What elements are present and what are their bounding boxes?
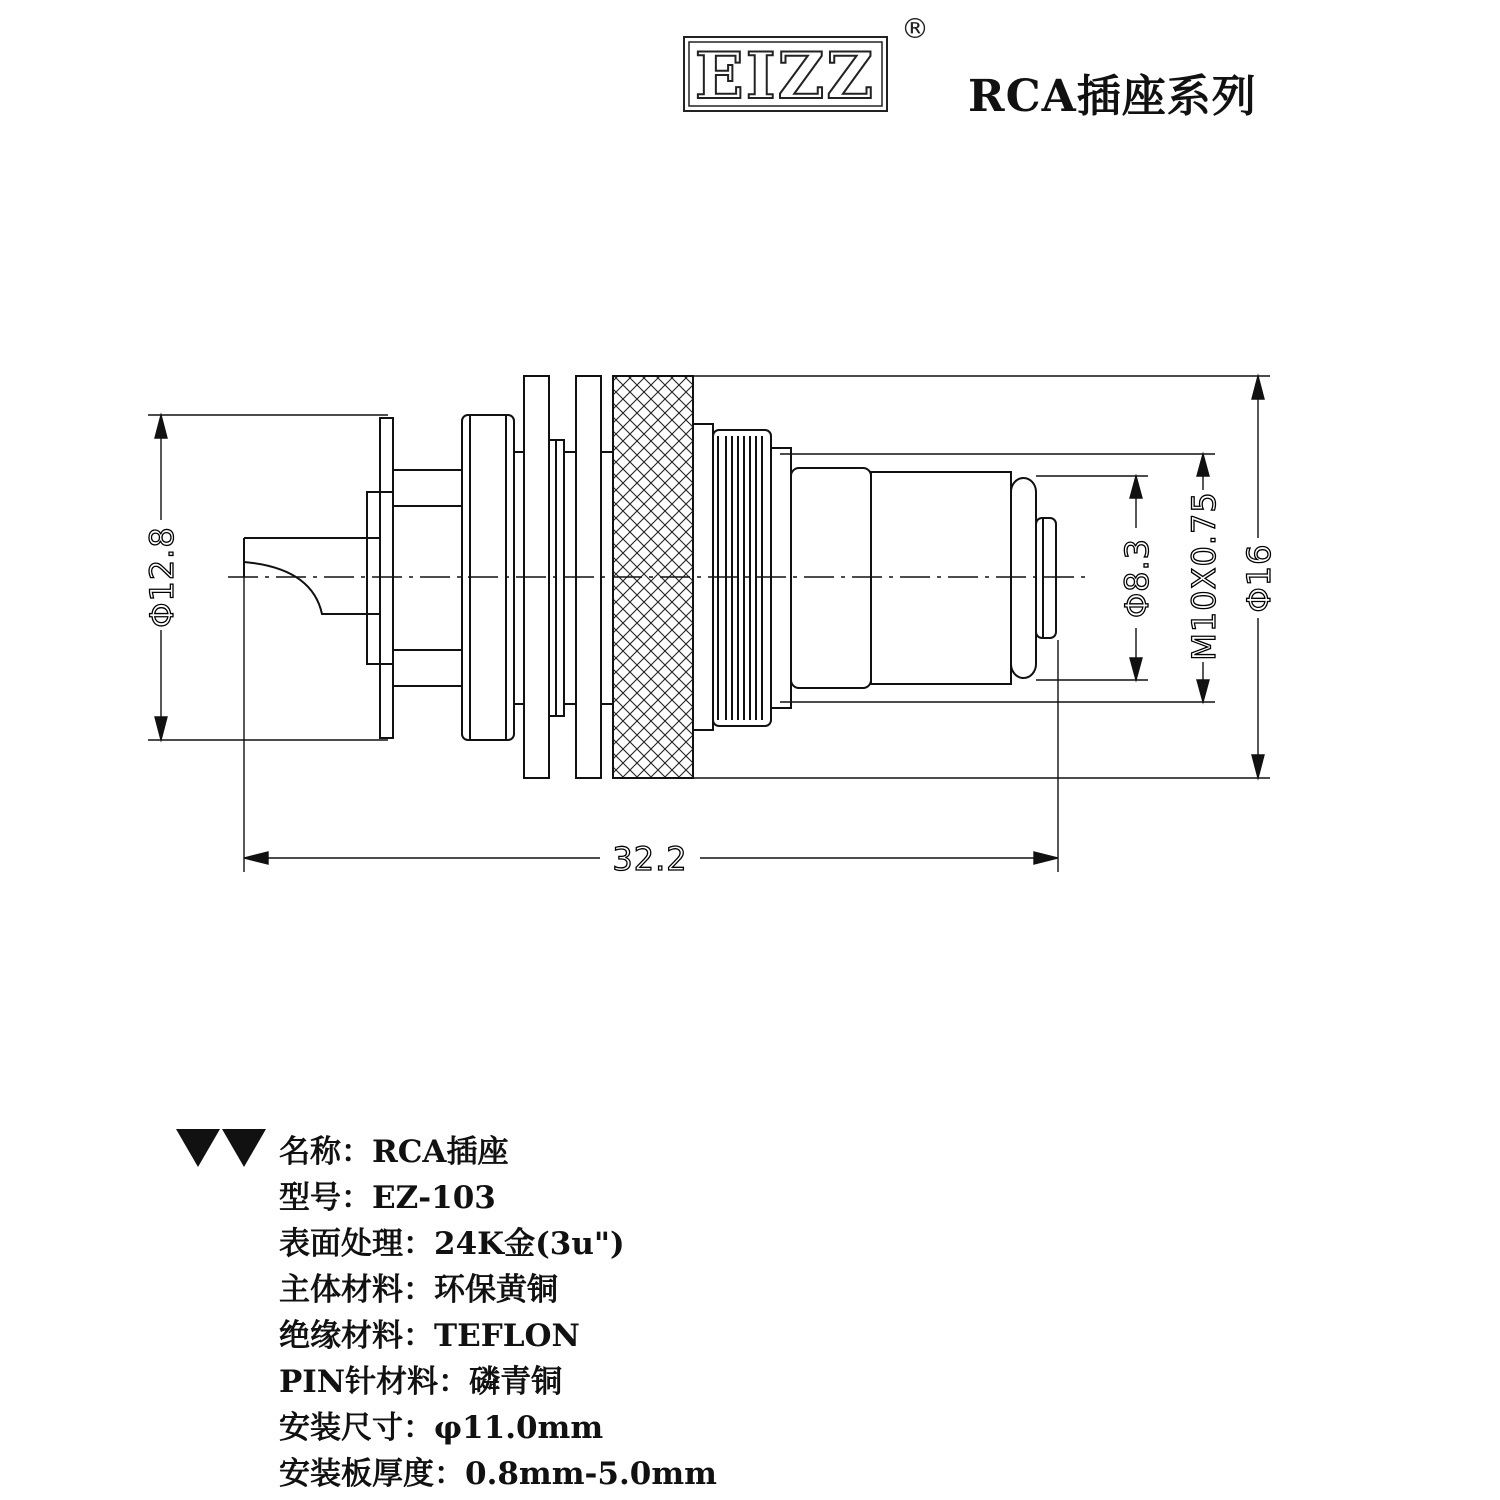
logo-text: EIZZ: [694, 39, 876, 112]
spec-value: φ11.0mm: [434, 1410, 604, 1446]
spec-label: 安装尺寸：: [279, 1410, 434, 1446]
socket-diameter-label: Φ8.3: [1118, 537, 1156, 619]
spec-label: 名称：: [279, 1134, 372, 1170]
spec-label: PIN针材料：: [279, 1364, 470, 1400]
spec-value: 环保黄铜: [434, 1272, 558, 1308]
body-diameter-label: Φ16: [1240, 543, 1278, 613]
series-title: RCA插座系列: [968, 71, 1257, 122]
spec-label: 表面处理：: [279, 1226, 434, 1262]
spec-label: 主体材料：: [279, 1272, 434, 1308]
spec-row-pin-material: [279, 1356, 562, 1401]
spec-value: EZ-103: [372, 1180, 496, 1216]
spec-label: 型号：: [279, 1180, 372, 1216]
solder-tab: [244, 538, 380, 614]
double-down-triangle-icon: [176, 1126, 271, 1170]
spec-row-body-material: [279, 1264, 558, 1309]
spec-row-insulation: [279, 1310, 580, 1355]
socket-body: [791, 468, 1056, 688]
spec-row-mount-size: [279, 1402, 603, 1447]
spec-row-model: [279, 1172, 496, 1217]
registered-mark: ®: [901, 12, 929, 45]
spec-label: 绝缘材料：: [279, 1318, 434, 1354]
spec-label: 安装板厚度：: [279, 1456, 465, 1492]
spec-value: TEFLON: [434, 1318, 580, 1354]
spec-row-name: [279, 1126, 509, 1171]
rear-flange-diameter-label: Φ12.8: [143, 526, 181, 628]
spec-value: 0.8mm-5.0mm: [465, 1456, 717, 1492]
thread-label: M10X0.75: [1185, 491, 1223, 661]
spec-row-panel-thickness: [279, 1448, 717, 1493]
spec-value: 24K金(3u"): [434, 1226, 625, 1262]
spec-value: 磷青铜: [469, 1364, 563, 1400]
spec-value: RCA插座: [372, 1134, 509, 1170]
spec-row-finish: [279, 1218, 625, 1263]
overall-length-label: 32.2: [612, 840, 688, 878]
